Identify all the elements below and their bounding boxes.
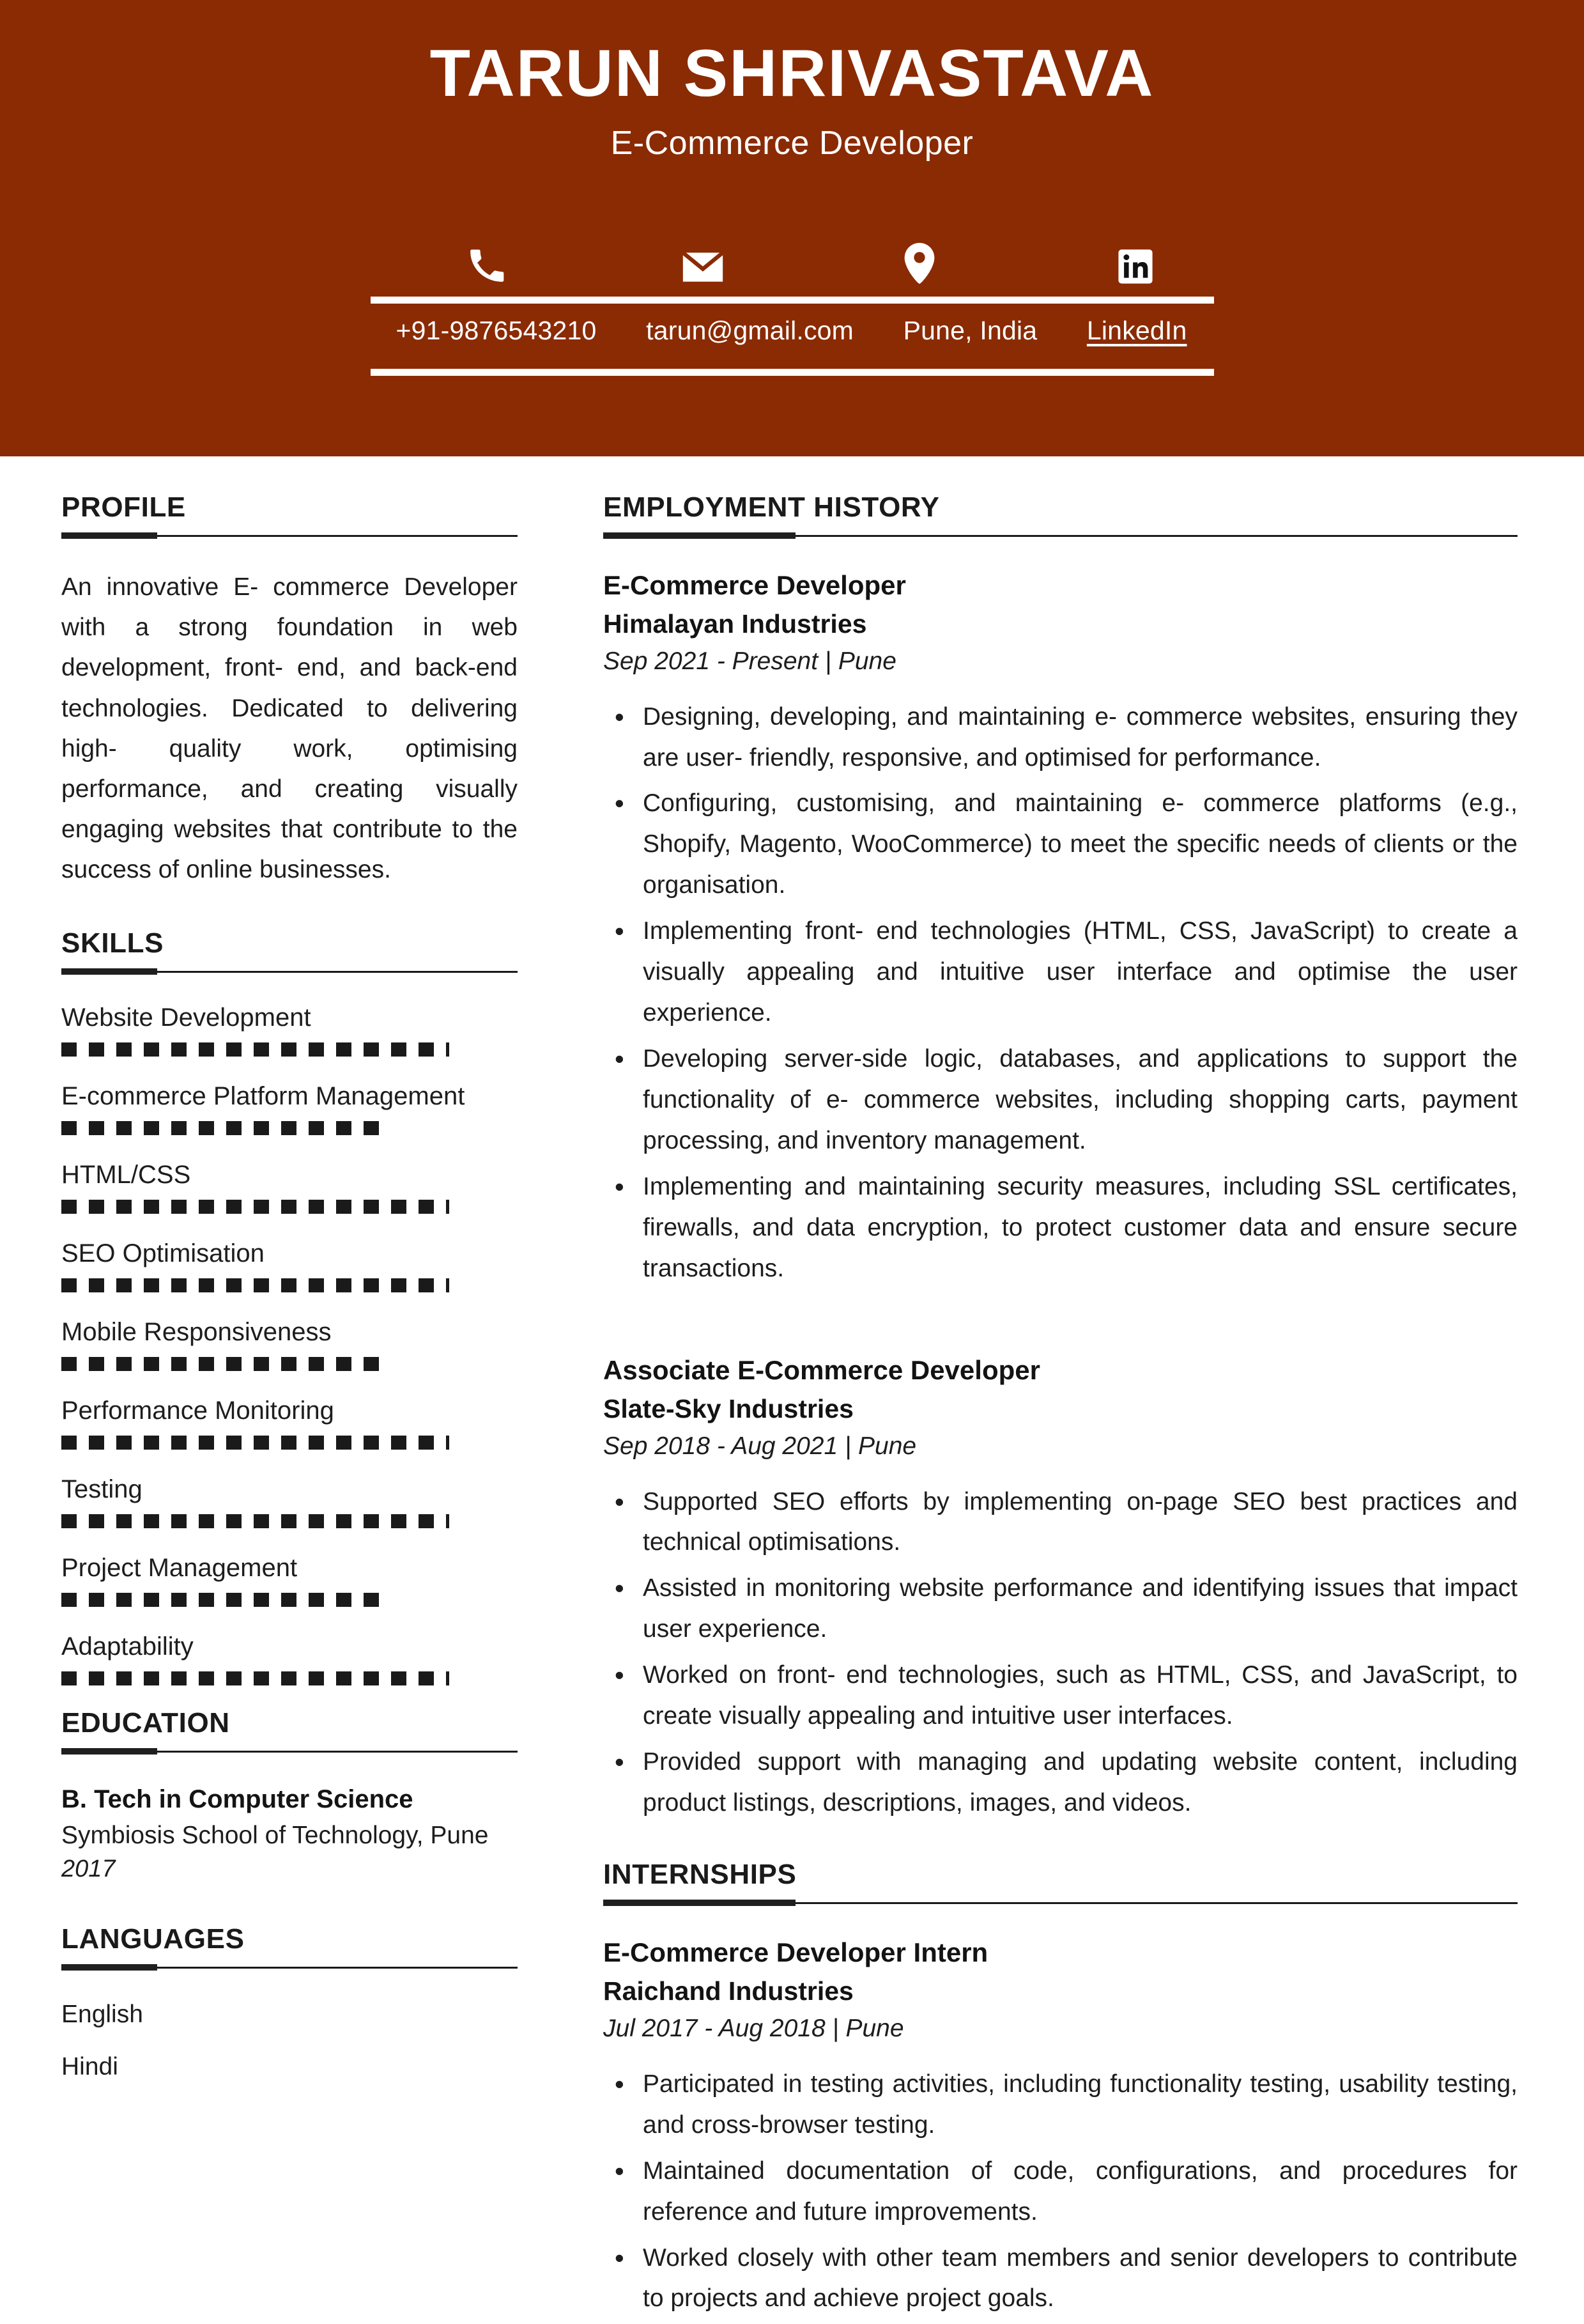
job-title: E-Commerce Developer xyxy=(603,570,906,600)
right-column xyxy=(543,456,1584,2324)
section-profile xyxy=(61,493,518,890)
section-rule xyxy=(61,532,518,539)
skill-name: HTML/CSS xyxy=(61,1161,191,1189)
resume-header xyxy=(0,0,1584,456)
job-responsibility-item: • Designing, developing, and maintaining e- commerce websites, ensuring they are user- friendly, responsive, and optimised for performance. xyxy=(603,697,1518,779)
job-responsibility-item: • Worked on front- end technologies, such as HTML, CSS, and JavaScript, to create visually appealing and intuitive user interfaces. xyxy=(603,1655,1518,1737)
section-title-employment-history: EMPLOYMENT HISTORY xyxy=(603,492,940,523)
job-responsibility-item: • Supported SEO efforts by implementing on-page SEO best practices and technical optimisations. xyxy=(603,1482,1518,1563)
job-responsibility-item: • Provided support with managing and updating website content, including product listings, descriptions, images, and videos. xyxy=(603,1742,1518,1824)
skill-item xyxy=(61,1080,518,1135)
contact-location: Pune, India xyxy=(903,315,1038,345)
job-responsibility-item: • Assisted in monitoring website performance and identifying issues that impact user experience. xyxy=(603,1568,1518,1650)
skill-item xyxy=(61,1473,518,1528)
left-column xyxy=(0,456,543,2324)
skill-item xyxy=(61,1159,518,1214)
skill-name: Testing xyxy=(61,1475,142,1504)
profile-summary-text: An innovative E- commerce Developer with a strong foundation in web development, front- end, and back-end technologies. Dedicated to delivering high- quality work, optimising performance, and creating visually engaging websites that contribute to the success of online businesses. xyxy=(61,573,518,884)
section-employment-history xyxy=(603,493,1518,1824)
job-dates-location: Jul 2017 - Aug 2018 | Pune xyxy=(603,2015,904,2043)
contact-values xyxy=(371,304,1214,357)
skill-level-bar xyxy=(61,1514,436,1528)
job-dates-location: Sep 2018 - Aug 2021 | Pune xyxy=(603,1432,917,1460)
skill-name: Project Management xyxy=(61,1554,298,1583)
section-title-education: EDUCATION xyxy=(61,1707,230,1739)
job-entry xyxy=(603,568,1518,1289)
contact-linkedin-link[interactable]: LinkedIn xyxy=(1086,315,1187,345)
job-responsibility-item: • Configuring, customising, and maintaining e- commerce platforms (e.g., Shopify, Magento, WooCommerce) to meet the specific needs of clients or the organisation. xyxy=(603,783,1518,906)
skill-item xyxy=(61,1002,518,1057)
spacer xyxy=(61,1886,518,1925)
contact-rule-bottom xyxy=(371,369,1214,376)
skill-item xyxy=(61,1237,518,1292)
job-title: Associate E-Commerce Developer xyxy=(603,1354,1040,1385)
contact-rule-top xyxy=(371,297,1214,304)
job-responsibility-item: • Developing server-side logic, databases, and applications to support the functionality of e- commerce websites, including shopping carts, payment processing, and inventory management. xyxy=(603,1039,1518,1161)
spacer xyxy=(603,1294,1518,1324)
job-dates-location: Sep 2021 - Present | Pune xyxy=(603,647,896,675)
section-title-skills: SKILLS xyxy=(61,927,164,959)
section-rule xyxy=(61,1748,518,1755)
job-responsibility-item: • Implementing front- end technologies (HTML, CSS, JavaScript) to create a visually appealing and intuitive user interface and optimise the user experience. xyxy=(603,911,1518,1034)
spacer xyxy=(61,890,518,929)
section-rule xyxy=(61,1964,518,1971)
section-skills xyxy=(61,929,518,1685)
phone-icon xyxy=(449,245,525,285)
education-degree: B. Tech in Computer Science xyxy=(61,1785,413,1814)
skill-name: Website Development xyxy=(61,1003,311,1032)
skill-name: E-commerce Platform Management xyxy=(61,1082,465,1111)
skill-item xyxy=(61,1316,518,1371)
location-icon xyxy=(881,243,958,285)
contact-icon-row xyxy=(371,231,1214,285)
email-icon xyxy=(665,249,741,285)
languages-list xyxy=(61,1999,518,2084)
skill-level-bar xyxy=(61,1671,436,1685)
skills-list xyxy=(61,1002,518,1685)
employment-job-list xyxy=(603,568,1518,1824)
job-title: E-Commerce Developer Intern xyxy=(603,1937,988,1968)
section-title-profile: PROFILE xyxy=(61,492,186,523)
section-title-languages: LANGUAGES xyxy=(61,1923,245,1955)
job-responsibility-list xyxy=(603,1482,1518,1824)
skill-name: Mobile Responsiveness xyxy=(61,1318,332,1347)
resume-body xyxy=(0,456,1584,2324)
section-languages xyxy=(61,1925,518,2084)
contact-phone: +91-9876543210 xyxy=(396,315,597,345)
job-responsibility-item: • Maintained documentation of code, configurations, and procedures for reference and future improvements. xyxy=(603,2151,1518,2233)
candidate-job-title: E-Commerce Developer xyxy=(610,125,974,162)
skill-level-bar xyxy=(61,1121,436,1135)
skill-level-bar xyxy=(61,1357,436,1371)
linkedin-icon xyxy=(1097,248,1174,285)
job-company: Raichand Industries xyxy=(603,1976,854,2006)
section-rule xyxy=(61,968,518,975)
section-education xyxy=(61,1709,518,1885)
contact-block xyxy=(371,231,1214,376)
language-item: English xyxy=(61,2000,143,2028)
skill-name: Adaptability xyxy=(61,1632,194,1661)
job-company: Himalayan Industries xyxy=(603,608,867,639)
section-rule xyxy=(603,532,1518,539)
job-responsibility-list xyxy=(603,2064,1518,2320)
language-item: Hindi xyxy=(61,2053,118,2081)
section-rule xyxy=(603,1900,1518,1906)
job-responsibility-item: • Implementing and maintaining security measures, including SSL certificates, firewalls, and data encryption, to protect customer data and ensure secure transactions. xyxy=(603,1166,1518,1289)
education-school: Symbiosis School of Technology, Pune xyxy=(61,1822,489,1850)
job-entry xyxy=(603,1353,1518,1824)
skill-level-bar xyxy=(61,1593,436,1607)
candidate-name: TARUN SHRIVASTAVA xyxy=(429,36,1155,111)
internship-job-list xyxy=(603,1935,1518,2319)
job-responsibility-item: • Worked closely with other team members and senior developers to contribute to projects and achieve project goals. xyxy=(603,2238,1518,2320)
contact-email: tarun@gmail.com xyxy=(646,315,854,345)
skill-item xyxy=(61,1395,518,1450)
section-title-internships: INTERNSHIPS xyxy=(603,1859,797,1891)
skill-level-bar xyxy=(61,1200,436,1214)
job-responsibility-list xyxy=(603,697,1518,1289)
skill-level-bar xyxy=(61,1042,436,1057)
job-responsibility-item: • Participated in testing activities, including functionality testing, usability testing, and cross-browser testing. xyxy=(603,2064,1518,2146)
skill-name: Performance Monitoring xyxy=(61,1397,334,1425)
skill-item xyxy=(61,1631,518,1685)
education-entry xyxy=(61,1783,518,1885)
section-internships xyxy=(603,1861,1518,2319)
skill-level-bar xyxy=(61,1278,436,1292)
spacer xyxy=(603,1829,1518,1861)
skill-name: SEO Optimisation xyxy=(61,1239,265,1268)
job-entry xyxy=(603,1935,1518,2319)
skill-level-bar xyxy=(61,1436,436,1450)
job-company: Slate-Sky Industries xyxy=(603,1393,854,1423)
skill-item xyxy=(61,1552,518,1607)
education-year: 2017 xyxy=(61,1855,116,1883)
